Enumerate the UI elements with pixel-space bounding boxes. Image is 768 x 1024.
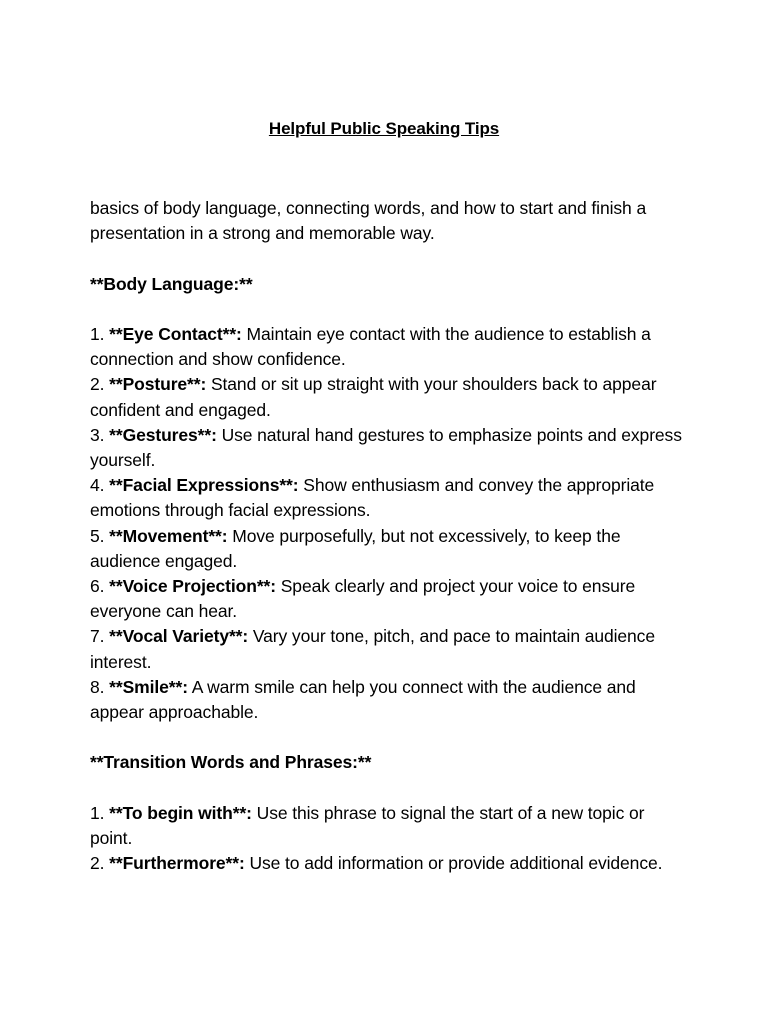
item-number: 5.: [90, 525, 105, 546]
item-number: 7.: [90, 626, 105, 647]
item-term: **Posture**:: [109, 374, 207, 395]
document-title: Helpful Public Speaking Tips: [268, 119, 500, 138]
item-term: **Movement**:: [109, 525, 228, 546]
item-term: **Eye Contact**:: [109, 323, 242, 344]
item-text: A warm smile can help you connect with the audience and appear approachable.: [90, 676, 636, 723]
list-item: [90, 574, 690, 624]
spacer: [90, 725, 690, 750]
item-text: Vary your tone, pitch, and pace to maintain audience interest.: [90, 626, 655, 672]
section-heading-body-language: **Body Language:**: [90, 273, 253, 294]
item-term: **Gestures**:: [109, 424, 217, 445]
list-item: [90, 624, 690, 674]
item-text: Move purposefully, but not excessively, to keep the audience engaged.: [90, 525, 621, 571]
item-text: Use natural hand gestures to emphasize points and express yourself.: [90, 424, 682, 470]
item-number: 4.: [90, 475, 105, 496]
item-text: Use this phrase to signal the start of a new topic or point.: [90, 802, 645, 849]
item-number: 8.: [90, 676, 105, 697]
item-term: **Smile**:: [109, 676, 188, 697]
list-item: [90, 322, 690, 372]
item-term: **Vocal Variety**:: [109, 626, 249, 647]
list-item: [90, 423, 690, 473]
list-item: [90, 473, 690, 523]
section-heading-transition-words: **Transition Words and Phrases:**: [90, 752, 372, 773]
list-item: [90, 524, 690, 574]
item-text: Use to add information or provide additional evidence.: [249, 853, 663, 874]
item-text: Stand or sit up straight with your shoulders back to appear confident and engaged.: [90, 374, 657, 420]
list-item: [90, 675, 690, 725]
document-body: [90, 196, 690, 876]
spacer: [90, 246, 690, 271]
item-term: **Voice Projection**:: [109, 576, 276, 597]
item-text: Maintain eye contact with the audience to establish a connection and show confidence.: [90, 323, 651, 370]
item-number: 1.: [90, 802, 105, 823]
item-number: 3.: [90, 424, 105, 445]
item-number: 6.: [90, 576, 105, 597]
item-term: **To begin with**:: [109, 802, 252, 823]
list-item: [90, 801, 690, 851]
spacer: [90, 297, 690, 322]
spacer: [90, 776, 690, 801]
item-number: 2.: [90, 374, 105, 395]
item-text: Show enthusiasm and convey the appropriate emotions through facial expressions.: [90, 475, 655, 521]
list-item: [90, 851, 690, 876]
list-item: [90, 372, 690, 422]
item-term: **Furthermore**:: [109, 853, 245, 874]
item-text: Speak clearly and project your voice to ensure everyone can hear.: [90, 576, 636, 622]
item-number: 1.: [90, 323, 105, 344]
item-term: **Facial Expressions**:: [109, 475, 299, 496]
intro-paragraph: basics of body language, connecting words, and how to start and finish a presentation in a strong and memorable way.: [90, 198, 647, 244]
item-number: 2.: [90, 853, 105, 874]
